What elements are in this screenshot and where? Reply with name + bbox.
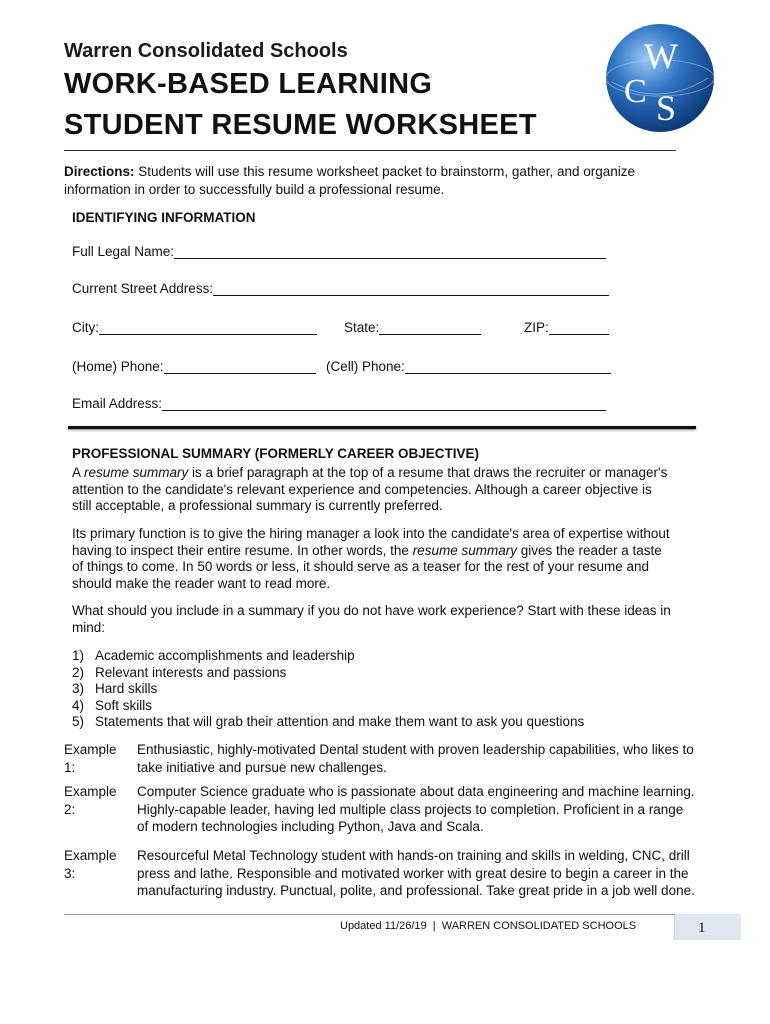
summary-paragraph-3: What should you include in a summary if you do not have work experience? Start with these ideas in mind: [72, 603, 671, 635]
home-phone-field [72, 359, 316, 374]
zip-field [524, 320, 609, 335]
list-item-number: 4) [72, 697, 85, 713]
page-title-line1: WORK-BASED LEARNING [64, 68, 433, 100]
p2-text-a: Its primary function is to give the hiring manager a look into the candidate's area of expertise without having to inspect their entire resume. In other words, the [72, 526, 670, 558]
footer-text: Updated 11/26/19 | WARREN CONSOLIDATED SCHOOLS [340, 920, 637, 932]
example-text: Enthusiastic, highly-motivated Dental student with proven leadership capabilities, who likes to take initiative and pursue new challenges. [137, 742, 694, 775]
logo-letter-c: C [624, 73, 647, 110]
list-item [72, 714, 584, 731]
list-item [72, 698, 584, 715]
email-input-line[interactable] [162, 396, 606, 411]
email-field [72, 396, 606, 411]
cell-phone-label: (Cell) Phone: [326, 359, 405, 374]
identifying-heading: IDENTIFYING INFORMATION [72, 210, 256, 225]
list-item-number: 3) [72, 681, 85, 696]
list-item-text: Hard skills [95, 681, 158, 696]
state-field [344, 320, 481, 335]
city-input-line[interactable] [99, 320, 317, 335]
home-phone-input-line[interactable] [164, 359, 316, 374]
example-text: Resourceful Metal Technology student with hands-on training and skills in welding, CNC, drill press and lathe. Responsible and motivated worker with great desire to begin a career in the manufacturing industry. Punctual, polite, and professional. Take great pride in a job well done. [137, 848, 695, 898]
list-item-text: Relevant interests and passions [95, 664, 287, 680]
professional-heading: PROFESSIONAL SUMMARY (FORMERLY CAREER OBJECTIVE) [72, 446, 480, 461]
zip-input-line[interactable] [549, 320, 609, 335]
list-item [72, 681, 584, 698]
section-divider [68, 426, 696, 429]
p1-text-a: A [72, 465, 85, 480]
list-item [72, 648, 584, 665]
p1-emphasis: resume summary [84, 465, 189, 480]
cell-phone-field [326, 359, 611, 374]
p2-emphasis: resume summary [412, 542, 517, 558]
list-item [72, 665, 584, 682]
email-label: Email Address: [72, 396, 163, 411]
p2-text-b: gives the reader a taste of things to come. In 50 words or less, it should serve as a teaser for the rest of your resume and should make the reader want to read more. [72, 542, 662, 591]
summary-paragraph-1 [72, 465, 672, 515]
page-title-line2: STUDENT RESUME WORKSHEET [64, 109, 537, 141]
list-item-text: Soft skills [95, 697, 153, 713]
page-number: 1 [698, 920, 706, 936]
street-label: Current Street Address: [72, 281, 214, 296]
directions-label: Directions: [64, 164, 135, 179]
ideas-list [72, 648, 584, 731]
title-divider [64, 150, 676, 151]
example-label: Example 2: [64, 784, 117, 817]
full-name-input-line[interactable] [174, 244, 606, 259]
list-item-text: Academic accomplishments and leadership [95, 648, 355, 663]
wcs-logo [604, 22, 716, 134]
footer-divider [64, 914, 676, 915]
list-item-number: 2) [72, 664, 85, 680]
directions [64, 163, 704, 199]
zip-label: ZIP: [524, 320, 549, 335]
list-item-number: 1) [72, 648, 85, 663]
example-text: Computer Science graduate who is passionate about data engineering and machine learning. Highly-capable leader, having led multiple class projects to completion. Proficient in a range of modern technologies including Python, Java and Scala. [137, 784, 695, 834]
state-label: State: [344, 320, 380, 335]
summary-paragraph-2 [72, 526, 672, 592]
directions-text: Students will use this resume worksheet packet to brainstorm, gather, and organize information in order to successfully build a professional resume. [64, 164, 636, 197]
cell-phone-input-line[interactable] [405, 359, 611, 374]
example-label: Example 3: [64, 848, 117, 881]
page-number-box [674, 914, 741, 940]
city-label: City: [72, 320, 99, 335]
full-name-field [72, 244, 606, 259]
full-name-label: Full Legal Name: [72, 244, 175, 259]
example-label: Example 1: [64, 742, 117, 775]
street-input-line[interactable] [213, 281, 609, 296]
logo-letter-s: S [656, 88, 677, 128]
school-name: Warren Consolidated Schools [64, 40, 348, 62]
city-field [72, 320, 317, 335]
street-field [72, 281, 609, 296]
state-input-line[interactable] [379, 320, 481, 335]
list-item-number: 5) [72, 714, 85, 729]
list-item-text: Statements that will grab their attention and make them want to ask you questions [95, 714, 585, 729]
p1-text-b: is a brief paragraph at the top of a resume that draws the recruiter or manager's attention to the candidate's relevant experience and competencies. Although a career objective is still acceptable, a professional summary is currently preferred. [72, 465, 668, 513]
logo-letter-w: W [644, 36, 678, 76]
home-phone-label: (Home) Phone: [72, 359, 164, 374]
